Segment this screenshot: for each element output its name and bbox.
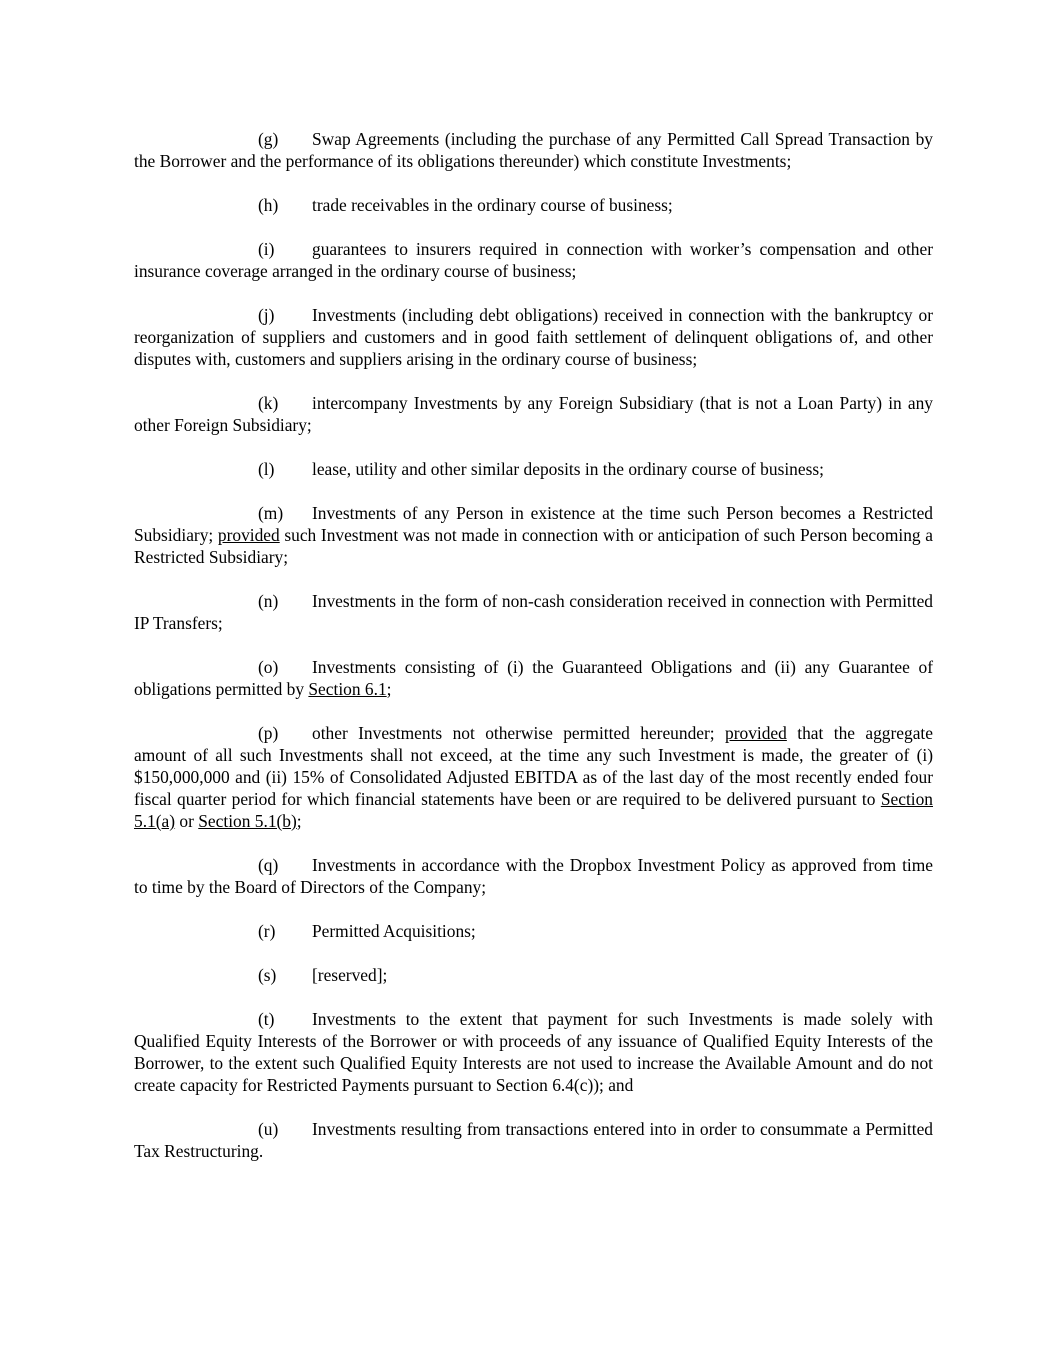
clause-text: or xyxy=(179,811,194,831)
clause-label: (s) xyxy=(258,965,277,985)
clause-label: (h) xyxy=(258,195,279,215)
clause-label: (o) xyxy=(258,657,279,677)
clause-label: (n) xyxy=(258,591,279,611)
clause-label: (l) xyxy=(258,459,275,479)
clause-text: Swap Agreements (including the purchase of any Permitted Call Spread Transaction by the Borrower and the performance of its obligations thereunder) which constitute Investments; xyxy=(134,129,933,171)
clause-text: such Investment was not made in connection with or anticipation of such Person becoming a Restricted Subsidiary; xyxy=(134,525,933,567)
section-reference-6-1: Section 6.1 xyxy=(308,679,387,699)
clause-g xyxy=(134,128,933,172)
clause-label: (j) xyxy=(258,305,275,325)
clause-text: ; xyxy=(386,679,392,699)
clause-text: Investments resulting from transactions entered into in order to consummate a Permitted Tax Restructuring. xyxy=(134,1119,933,1161)
clause-text: trade receivables in the ordinary course of business; xyxy=(312,195,673,215)
document-page xyxy=(134,128,933,1184)
clause-text: Investments in accordance with the Dropbox Investment Policy as approved from time to time by the Board of Directors of the Company; xyxy=(134,855,933,897)
clause-j xyxy=(134,304,933,370)
clause-text: Permitted Acquisitions; xyxy=(312,921,476,941)
clause-k xyxy=(134,392,933,436)
clause-label: (p) xyxy=(258,723,279,743)
clause-text: Investments of any Person in existence at the time such Person becomes a Restricted Subsidiary; xyxy=(134,503,933,545)
clause-text: lease, utility and other similar deposits in the ordinary course of business; xyxy=(312,459,824,479)
clause-o xyxy=(134,656,933,700)
clause-text: Investments in the form of non-cash consideration received in connection with Permitted IP Transfers; xyxy=(134,591,933,633)
clause-text: guarantees to insurers required in connection with worker’s compensation and other insurance coverage arranged in the ordinary course of business; xyxy=(134,239,933,281)
clause-label: (g) xyxy=(258,129,279,149)
clause-label: (m) xyxy=(258,503,284,523)
clause-text: intercompany Investments by any Foreign Subsidiary (that is not a Loan Party) in any other Foreign Subsidiary; xyxy=(134,393,933,435)
clause-label: (i) xyxy=(258,239,275,259)
section-reference-5-1-b: Section 5.1(b) xyxy=(198,811,297,831)
clause-text: [reserved]; xyxy=(312,965,388,985)
clause-i xyxy=(134,238,933,282)
clause-label: (r) xyxy=(258,921,276,941)
clause-u xyxy=(134,1118,933,1162)
clause-m xyxy=(134,502,933,568)
underlined-term-provided: provided xyxy=(217,525,280,545)
clause-label: (u) xyxy=(258,1119,279,1139)
clause-q xyxy=(134,854,933,898)
clause-t xyxy=(134,1008,933,1096)
section-reference-5-1-a: Section 5.1(a) xyxy=(134,789,933,831)
clause-l xyxy=(134,458,933,480)
clause-text: that the aggregate amount of all such Investments shall not exceed, at the time any such Investment is made, the greater of (i) $150,000,000 and (ii) 15% of Consolidated Adjusted EBITDA as of the last day of the most recently ended four fiscal quarter period for which financial statements have been or are required to be delivered pursuant to xyxy=(134,723,933,809)
clause-label: (q) xyxy=(258,855,279,875)
clause-text: Investments (including debt obligations) received in connection with the bankruptcy or reorganization of suppliers and customers and in good faith settlement of delinquent obligations of, and other disputes with, customers and suppliers arising in the ordinary course of business; xyxy=(134,305,933,369)
clause-text: Investments to the extent that payment for such Investments is made solely with Qualified Equity Interests of the Borrower or with proceeds of any issuance of Qualified Equity Interests of the Borrower, to the extent such Qualified Equity Interests are not used to increase the Available Amount and do not create capacity for Restricted Payments pursuant to Section 6.4(c)); and xyxy=(134,1009,933,1095)
clause-n xyxy=(134,590,933,634)
underlined-term-provided: provided xyxy=(725,723,787,743)
clause-h xyxy=(134,194,933,216)
clause-label: (t) xyxy=(258,1009,275,1029)
clause-p xyxy=(134,722,933,832)
clause-text: ; xyxy=(296,811,302,831)
clause-label: (k) xyxy=(258,393,279,413)
clause-text: Investments consisting of (i) the Guaranteed Obligations and (ii) any Guarantee of obligations permitted by xyxy=(134,657,933,699)
clause-text: other Investments not otherwise permitted hereunder; xyxy=(312,723,715,743)
clause-s xyxy=(134,964,933,986)
clause-r xyxy=(134,920,933,942)
